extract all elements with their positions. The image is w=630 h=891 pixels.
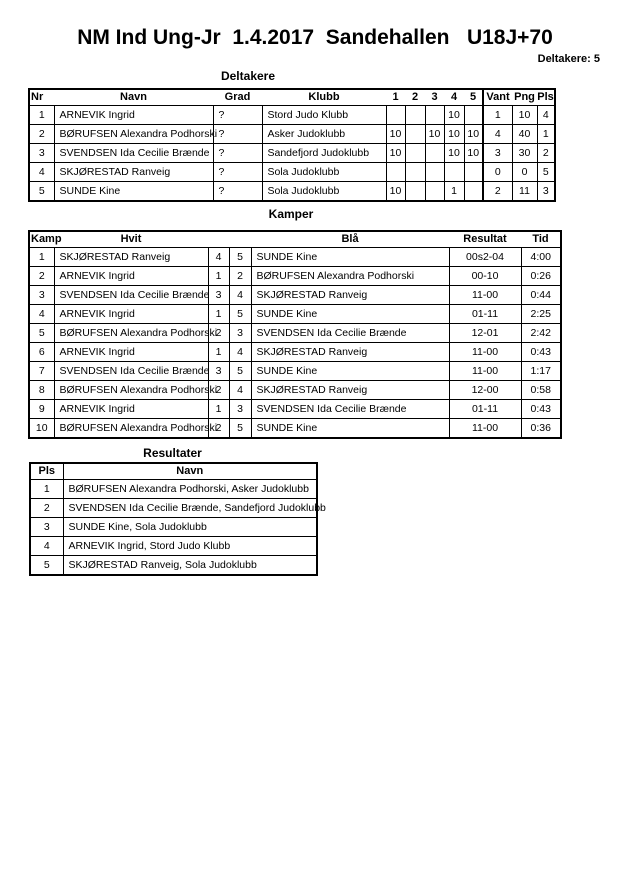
table-row <box>29 419 561 439</box>
table-row <box>30 518 317 537</box>
cell-tid: 0:26 <box>521 267 561 286</box>
cell-resultat: 12-00 <box>449 381 521 400</box>
cell-4: 1 <box>444 182 464 202</box>
cell-grad: ? <box>213 125 262 144</box>
table-row <box>29 267 561 286</box>
deltakere-header-row <box>29 89 555 106</box>
cell-hvit: ARNEVIK Ingrid <box>54 305 208 324</box>
cell-hvit: BØRUFSEN Alexandra Podhorski <box>54 381 208 400</box>
table-row <box>30 499 317 518</box>
resultater-header-row <box>30 463 317 480</box>
cell-pls: 3 <box>30 518 63 537</box>
cell-navn: SVENDSEN Ida Cecilie Brænde <box>54 144 213 163</box>
cell-vant: 1 <box>483 106 512 125</box>
col-header-2: 2 <box>405 89 425 106</box>
cell-tid: 0:44 <box>521 286 561 305</box>
table-row <box>30 537 317 556</box>
table-row <box>29 163 555 182</box>
cell-tid: 4:00 <box>521 248 561 267</box>
cell-2 <box>405 163 425 182</box>
cell-resultat: 12-01 <box>449 324 521 343</box>
page-title: NM Ind Ung-Jr 1.4.2017 Sandehallen U18J+70 <box>77 26 553 49</box>
cell-2 <box>405 106 425 125</box>
col-header-nr: Nr <box>29 89 54 106</box>
cell-klubb: Sola Judoklubb <box>262 163 386 182</box>
col-header-pls: Pls <box>537 89 555 106</box>
cell-vant: 3 <box>483 144 512 163</box>
cell-3 <box>425 144 444 163</box>
col-header-bla: Blå <box>251 231 449 248</box>
cell-3 <box>425 106 444 125</box>
cell-1 <box>386 106 405 125</box>
col-header-klubb: Klubb <box>262 89 386 106</box>
col-header-4: 4 <box>444 89 464 106</box>
cell-tid: 0:36 <box>521 419 561 439</box>
cell-hvit: SVENDSEN Ida Cecilie Brænde <box>54 362 208 381</box>
cell-pls: 2 <box>30 499 63 518</box>
cell-bla-nr: 5 <box>229 248 251 267</box>
kamper-table <box>28 230 562 439</box>
cell-navn: SUNDE Kine <box>54 182 213 202</box>
cell-bla: SKJØRESTAD Ranveig <box>251 286 449 305</box>
cell-5: 10 <box>464 144 483 163</box>
cell-4: 10 <box>444 144 464 163</box>
col-header-tid: Tid <box>521 231 561 248</box>
col-header-hvit-nr <box>208 231 229 248</box>
cell-bla: SVENDSEN Ida Cecilie Brænde <box>251 400 449 419</box>
cell-nr: 1 <box>29 106 54 125</box>
cell-resultat: 11-00 <box>449 343 521 362</box>
cell-kamp: 7 <box>29 362 54 381</box>
col-header-1: 1 <box>386 89 405 106</box>
cell-png: 40 <box>512 125 537 144</box>
cell-nr: 3 <box>29 144 54 163</box>
table-row <box>29 144 555 163</box>
cell-bla-nr: 3 <box>229 324 251 343</box>
table-row <box>29 381 561 400</box>
cell-bla-nr: 5 <box>229 362 251 381</box>
cell-navn: BØRUFSEN Alexandra Podhorski <box>54 125 213 144</box>
cell-pls: 2 <box>537 144 555 163</box>
cell-5: 10 <box>464 125 483 144</box>
cell-3: 10 <box>425 125 444 144</box>
cell-bla-nr: 3 <box>229 400 251 419</box>
cell-hvit-nr: 2 <box>208 381 229 400</box>
cell-hvit-nr: 3 <box>208 286 229 305</box>
cell-hvit: SVENDSEN Ida Cecilie Brænde <box>54 286 208 305</box>
table-row <box>29 248 561 267</box>
table-row <box>29 125 555 144</box>
resultater-heading: Resultater <box>143 446 202 460</box>
cell-1: 10 <box>386 144 405 163</box>
cell-png: 10 <box>512 106 537 125</box>
cell-navn: ARNEVIK Ingrid, Stord Judo Klubb <box>63 537 317 556</box>
cell-vant: 0 <box>483 163 512 182</box>
cell-tid: 0:58 <box>521 381 561 400</box>
cell-navn: SKJØRESTAD Ranveig, Sola Judoklubb <box>63 556 317 576</box>
col-header-png: Png <box>512 89 537 106</box>
cell-pls: 1 <box>30 480 63 499</box>
cell-hvit: SKJØRESTAD Ranveig <box>54 248 208 267</box>
cell-hvit: ARNEVIK Ingrid <box>54 343 208 362</box>
cell-bla-nr: 4 <box>229 381 251 400</box>
cell-hvit-nr: 3 <box>208 362 229 381</box>
col-header-kamp: Kamp <box>29 231 54 248</box>
cell-grad: ? <box>213 163 262 182</box>
cell-vant: 2 <box>483 182 512 202</box>
cell-kamp: 4 <box>29 305 54 324</box>
table-row <box>29 182 555 202</box>
cell-bla-nr: 4 <box>229 343 251 362</box>
cell-resultat: 00s2-04 <box>449 248 521 267</box>
kamper-header-row <box>29 231 561 248</box>
cell-resultat: 01-11 <box>449 400 521 419</box>
cell-bla: SVENDSEN Ida Cecilie Brænde <box>251 324 449 343</box>
cell-bla: SUNDE Kine <box>251 419 449 439</box>
cell-kamp: 8 <box>29 381 54 400</box>
cell-tid: 2:42 <box>521 324 561 343</box>
table-row <box>29 324 561 343</box>
cell-png: 0 <box>512 163 537 182</box>
table-row <box>29 343 561 362</box>
cell-bla: SUNDE Kine <box>251 248 449 267</box>
cell-hvit-nr: 1 <box>208 305 229 324</box>
cell-bla: SKJØRESTAD Ranveig <box>251 343 449 362</box>
cell-pls: 1 <box>537 125 555 144</box>
cell-klubb: Sola Judoklubb <box>262 182 386 202</box>
cell-bla: BØRUFSEN Alexandra Podhorski <box>251 267 449 286</box>
cell-kamp: 3 <box>29 286 54 305</box>
cell-bla-nr: 4 <box>229 286 251 305</box>
table-row <box>29 286 561 305</box>
table-row <box>29 362 561 381</box>
cell-grad: ? <box>213 144 262 163</box>
cell-1: 10 <box>386 125 405 144</box>
cell-4 <box>444 163 464 182</box>
cell-bla: SKJØRESTAD Ranveig <box>251 381 449 400</box>
cell-hvit-nr: 1 <box>208 343 229 362</box>
cell-5 <box>464 182 483 202</box>
deltakere-table <box>28 88 556 202</box>
cell-pls: 5 <box>537 163 555 182</box>
cell-navn: BØRUFSEN Alexandra Podhorski, Asker Judoklubb <box>63 480 317 499</box>
cell-kamp: 2 <box>29 267 54 286</box>
cell-tid: 1:17 <box>521 362 561 381</box>
table-row <box>29 106 555 125</box>
cell-5 <box>464 106 483 125</box>
cell-kamp: 6 <box>29 343 54 362</box>
table-row <box>30 480 317 499</box>
cell-bla-nr: 5 <box>229 305 251 324</box>
cell-nr: 2 <box>29 125 54 144</box>
cell-navn: ARNEVIK Ingrid <box>54 106 213 125</box>
cell-bla: SUNDE Kine <box>251 362 449 381</box>
col-header-grad: Grad <box>213 89 262 106</box>
cell-4: 10 <box>444 106 464 125</box>
cell-5 <box>464 163 483 182</box>
cell-kamp: 10 <box>29 419 54 439</box>
cell-grad: ? <box>213 106 262 125</box>
cell-nr: 5 <box>29 182 54 202</box>
cell-2 <box>405 144 425 163</box>
cell-4: 10 <box>444 125 464 144</box>
cell-klubb: Stord Judo Klubb <box>262 106 386 125</box>
cell-pls: 4 <box>30 537 63 556</box>
cell-navn: SVENDSEN Ida Cecilie Brænde, Sandefjord Judoklubb <box>63 499 317 518</box>
cell-pls: 4 <box>537 106 555 125</box>
table-row <box>30 556 317 576</box>
cell-pls: 5 <box>30 556 63 576</box>
cell-vant: 4 <box>483 125 512 144</box>
deltakere-heading: Deltakere <box>220 69 276 83</box>
cell-1: 10 <box>386 182 405 202</box>
cell-kamp: 5 <box>29 324 54 343</box>
cell-navn: SUNDE Kine, Sola Judoklubb <box>63 518 317 537</box>
cell-tid: 2:25 <box>521 305 561 324</box>
cell-tid: 0:43 <box>521 343 561 362</box>
cell-hvit-nr: 1 <box>208 267 229 286</box>
cell-resultat: 11-00 <box>449 362 521 381</box>
cell-resultat: 11-00 <box>449 286 521 305</box>
col-header-navn: Navn <box>63 463 317 480</box>
cell-kamp: 9 <box>29 400 54 419</box>
cell-resultat: 11-00 <box>449 419 521 439</box>
col-header-resultat: Resultat <box>449 231 521 248</box>
cell-3 <box>425 182 444 202</box>
participants-count: Deltakere: 5 <box>537 53 600 65</box>
cell-bla-nr: 5 <box>229 419 251 439</box>
cell-bla-nr: 2 <box>229 267 251 286</box>
cell-hvit-nr: 1 <box>208 400 229 419</box>
cell-grad: ? <box>213 182 262 202</box>
col-header-5: 5 <box>464 89 483 106</box>
cell-2 <box>405 182 425 202</box>
col-header-3: 3 <box>425 89 444 106</box>
cell-png: 30 <box>512 144 537 163</box>
col-header-hvit: Hvit <box>54 231 208 248</box>
cell-resultat: 00-10 <box>449 267 521 286</box>
cell-navn: SKJØRESTAD Ranveig <box>54 163 213 182</box>
cell-pls: 3 <box>537 182 555 202</box>
cell-hvit: ARNEVIK Ingrid <box>54 400 208 419</box>
col-header-bla-nr <box>229 231 251 248</box>
cell-kamp: 1 <box>29 248 54 267</box>
cell-hvit: BØRUFSEN Alexandra Podhorski <box>54 419 208 439</box>
col-header-navn: Navn <box>54 89 213 106</box>
cell-tid: 0:43 <box>521 400 561 419</box>
cell-klubb: Sandefjord Judoklubb <box>262 144 386 163</box>
cell-hvit-nr: 2 <box>208 324 229 343</box>
cell-resultat: 01-11 <box>449 305 521 324</box>
cell-2 <box>405 125 425 144</box>
cell-png: 11 <box>512 182 537 202</box>
col-header-pls: Pls <box>30 463 63 480</box>
cell-bla: SUNDE Kine <box>251 305 449 324</box>
resultater-table <box>29 462 326 576</box>
cell-hvit-nr: 4 <box>208 248 229 267</box>
table-row <box>29 400 561 419</box>
cell-1 <box>386 163 405 182</box>
table-row <box>29 305 561 324</box>
cell-hvit: BØRUFSEN Alexandra Podhorski <box>54 324 208 343</box>
cell-3 <box>425 163 444 182</box>
cell-hvit: ARNEVIK Ingrid <box>54 267 208 286</box>
kamper-heading: Kamper <box>268 207 314 221</box>
cell-hvit-nr: 2 <box>208 419 229 439</box>
cell-nr: 4 <box>29 163 54 182</box>
col-header-vant: Vant <box>483 89 512 106</box>
cell-klubb: Asker Judoklubb <box>262 125 386 144</box>
